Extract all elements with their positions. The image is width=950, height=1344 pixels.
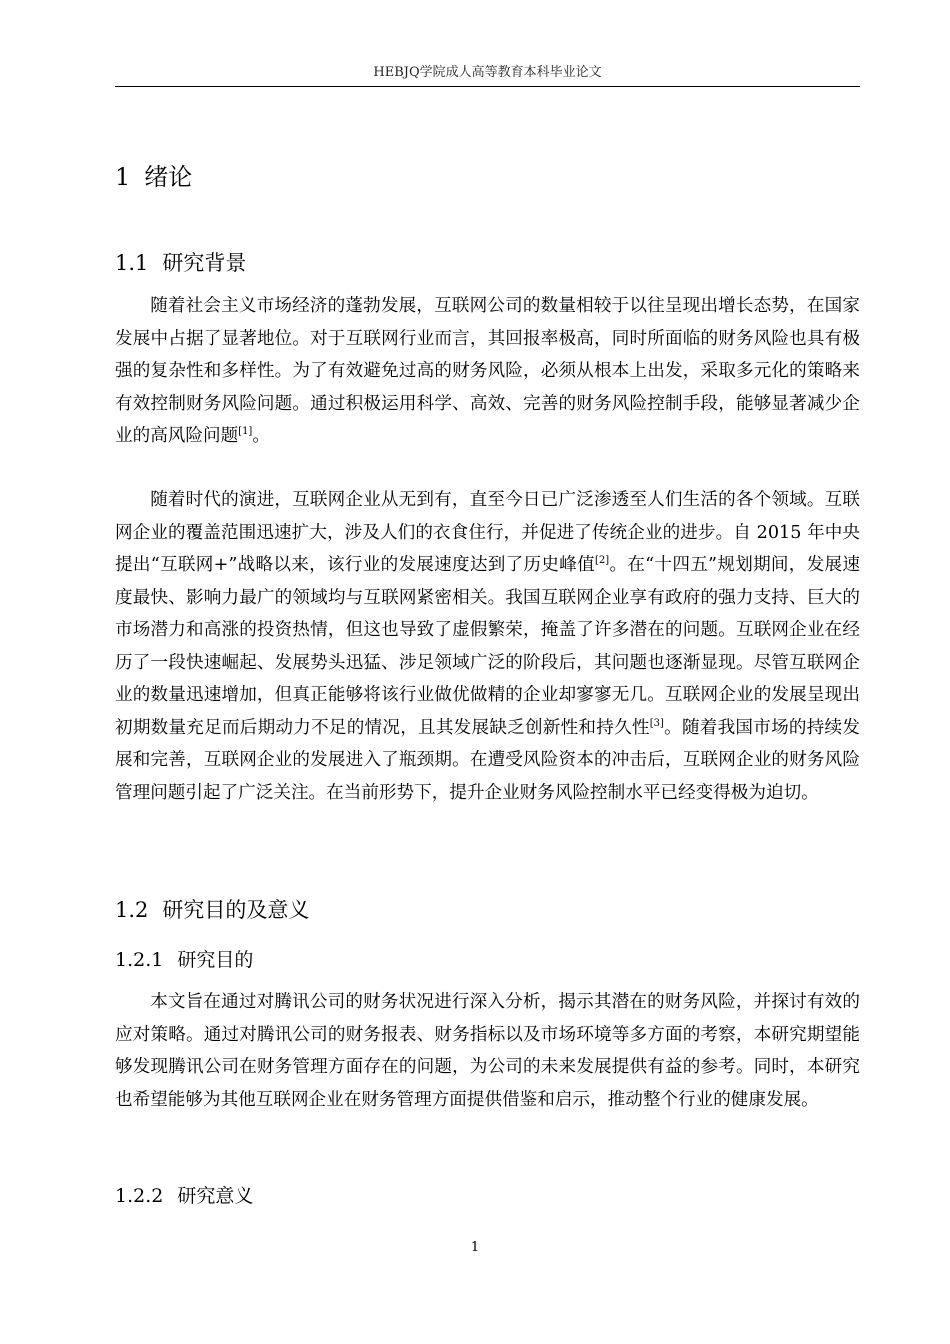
section-heading-1-1	[115, 248, 246, 278]
chapter-heading	[115, 160, 192, 194]
paragraph-end: 。	[252, 426, 270, 446]
section-title: 研究背景	[162, 251, 247, 275]
section-number: 1.1	[115, 251, 149, 275]
subsection-title: 研究意义	[177, 1185, 254, 1207]
section-heading-1-2	[115, 895, 309, 925]
page-number: 1	[470, 1240, 480, 1255]
paragraph-background-1	[115, 290, 860, 453]
section-title: 研究目的及意义	[162, 898, 310, 922]
page-header	[115, 62, 860, 87]
chapter-title: 绪论	[144, 163, 193, 191]
subsection-number: 1.2.2	[115, 1185, 164, 1207]
paragraph-text-c: 。随着我国市场的持续发展和完善，互联网企业的发展进入了瓶颈期。在遭受风险资本的冲击后，互联网企业的财务风险管理问题引起了广泛关注。在当前形势下，提升企业财务风险控制水平已经变得极为迫切。	[115, 717, 860, 803]
citation-ref: [1]	[238, 426, 253, 437]
citation-ref: [3]	[649, 717, 664, 729]
subsection-heading-1-2-1	[115, 946, 253, 974]
citation-ref: [2]	[595, 555, 610, 566]
subsection-title: 研究目的	[177, 949, 254, 971]
paragraph-text-a: 随着时代的演进，互联网企业从无到有，直至今日已广泛渗透至人们生活的各个领域。互联网企业的覆盖范围迅速扩大，涉及人们的衣食住行，并促进了传统企业的进步。自 2015 年中央提出“互联网+”战略以来，该行业的发展速度达到了历史峰值	[115, 490, 860, 575]
subsection-heading-1-2-2	[115, 1182, 253, 1210]
paragraph-background-2	[115, 484, 860, 809]
paragraph-text-b: 。在“十四五”规划期间，发展速度最快、影响力最广的领域均与互联网紧密相关。我国互联网企业享有政府的强力支持、巨大的市场潜力和高涨的投资热情，但这也导致了虚假繁荣，掩盖了许多潜在的问题。互联网企业在经历了一段快速崛起、发展势头迅猛、涉足领域广泛的阶段后，其问题也逐渐显现。尽管互联网企业的数量迅速增加，但真正能够将该行业做优做精的企业却寥寥无几。互联网企业的发展呈现出初期数量充足而后期动力不足的情况，且其发展缺乏创新性和持久性	[115, 555, 860, 738]
header-title: HEBJQ学院成人高等教育本科毕业论文	[373, 65, 602, 80]
paragraph-text: 随着社会主义市场经济的蓬勃发展，互联网公司的数量相较于以往呈现出增长态势，在国家发展中占据了显著地位。对于互联网行业而言，其回报率极高，同时所面临的财务风险也具有极强的复杂性和多样性。为了有效避免过高的财务风险，必须从根本上出发，采取多元化的策略来有效控制财务风险问题。通过积极运用科学、高效、完善的财务风险控制手段，能够显著减少企业的高风险问题	[115, 296, 860, 446]
paragraph-text: 本文旨在通过对腾讯公司的财务状况进行深入分析，揭示其潜在的财务风险，并探讨有效的应对策略。通过对腾讯公司的财务报表、财务指标以及市场环境等多方面的考察，本研究期望能够发现腾讯公司在财务管理方面存在的问题，为公司的未来发展提供有益的参考。同时，本研究也希望能够为其他互联网企业在财务管理方面提供借鉴和启示，推动整个行业的健康发展。	[115, 992, 860, 1110]
subsection-number: 1.2.1	[115, 949, 164, 971]
paragraph-purpose	[115, 986, 860, 1116]
section-number: 1.2	[115, 898, 149, 922]
chapter-number: 1	[115, 163, 131, 191]
